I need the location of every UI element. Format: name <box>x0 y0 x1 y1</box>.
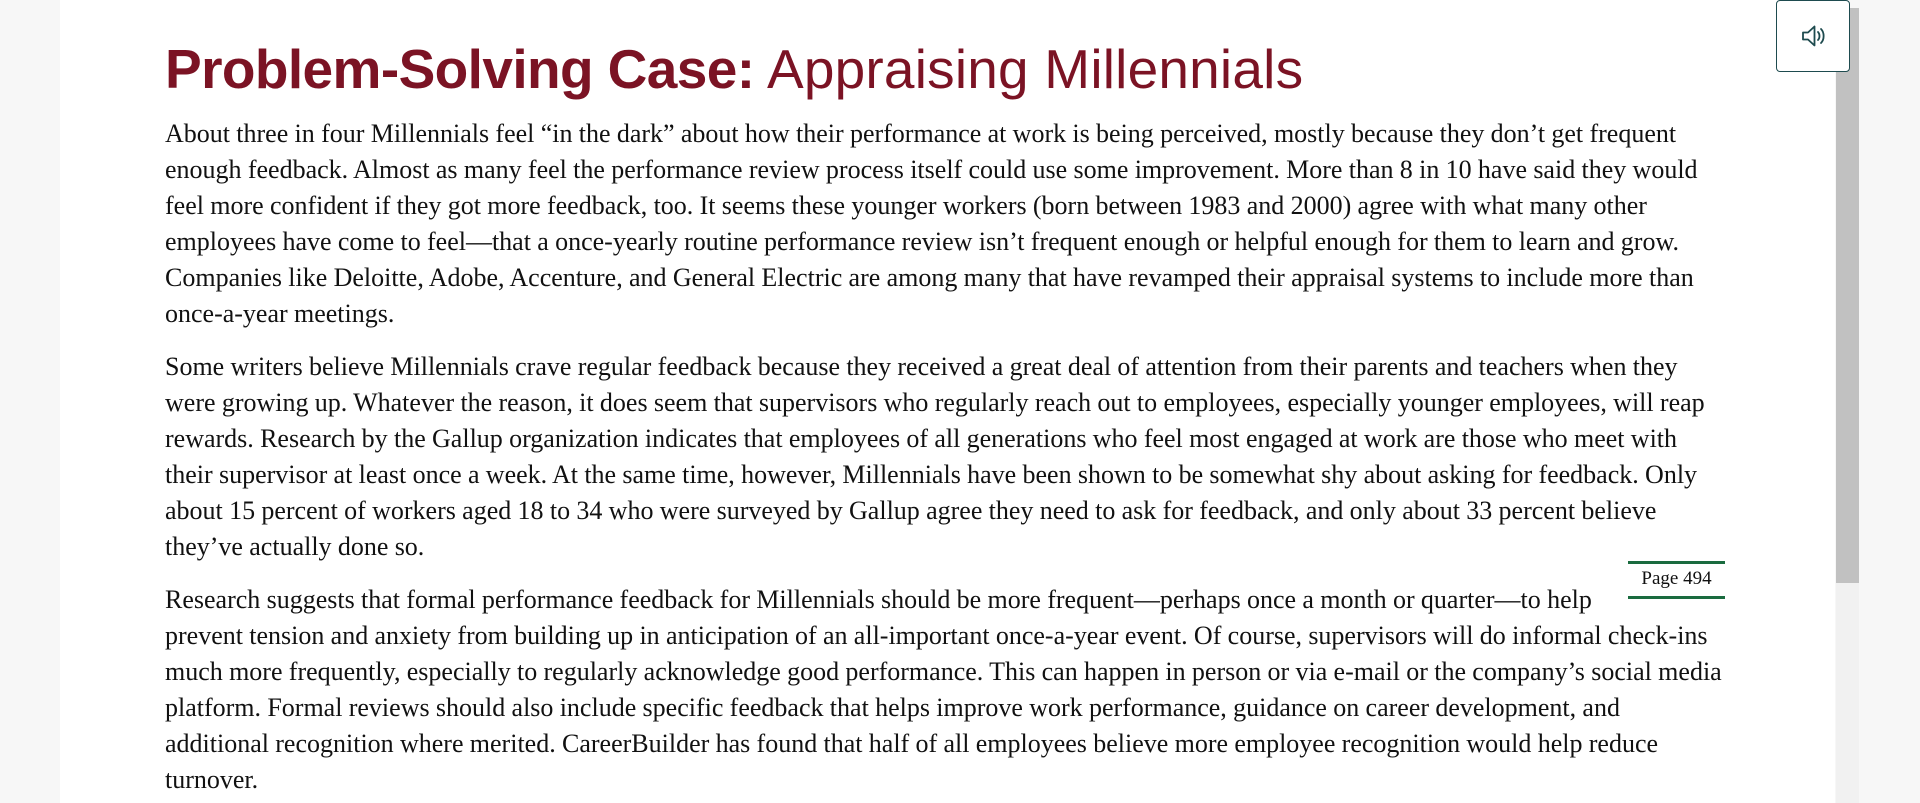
case-content <box>165 36 1725 798</box>
speaker-icon <box>1798 21 1828 51</box>
paragraph-3: Research suggests that formal performance feedback for Millennials should be more frequent—perhaps once a month or quarter—to help prevent tension and anxiety from building up in anticipation of an all-important once-a-year event. Of course, supervisors will do informal check-ins much more frequently, especially to regularly acknowledge good performance. This can happen in person or via e-mail or the company’s social media platform. Formal reviews should also include specific feedback that helps improve work performance, guidance on career development, and additional recognition where merited. CareerBuilder has found that half of all employees believe more employee recognition would help reduce turnover. <box>165 585 1722 794</box>
case-title-main: Appraising Millennials <box>766 38 1304 100</box>
vertical-scrollbar[interactable] <box>1836 8 1859 803</box>
page-number-marker: Page 494 <box>1628 561 1725 599</box>
paragraph-3-wrapper <box>165 568 1725 798</box>
scrollbar-thumb[interactable] <box>1836 8 1859 583</box>
paragraph-1: About three in four Millennials feel “in the dark” about how their performance at work is being perceived, mostly because they don’t get frequent enough feedback. Almost as many feel the performance review process itself could use some improvement. More than 8 in 10 have said they would feel more confident if they got more feedback, too. It seems these younger workers (born between 1983 and 2000) agree with what many other employees have come to feel—that a once-yearly routine performance review isn’t frequent enough or helpful enough for them to learn and grow. Companies like Deloitte, Adobe, Accenture, and General Electric are among many that have revamped their appraisal systems to include more than once-a-year meetings. <box>165 119 1698 328</box>
case-title <box>165 36 1725 102</box>
reader-page <box>60 0 1835 803</box>
paragraph-2: Some writers believe Millennials crave regular feedback because they received a great deal of attention from their parents and teachers when they were growing up. Whatever the reason, it does seem that supervisors who regularly reach out to employees, especially younger employees, will reap rewards. Research by the Gallup organization indicates that employees of all generations who feel most engaged at work are those who meet with their supervisor at least once a week. At the same time, however, Millennials have been shown to be somewhat shy about asking for feedback. Only about 15 percent of workers aged 18 to 34 who were surveyed by Gallup agree they need to ask for feedback, and only about 33 percent believe they’ve actually done so. <box>165 352 1705 561</box>
read-aloud-button[interactable] <box>1776 0 1850 72</box>
case-title-prefix: Problem-Solving Case: <box>165 38 755 100</box>
